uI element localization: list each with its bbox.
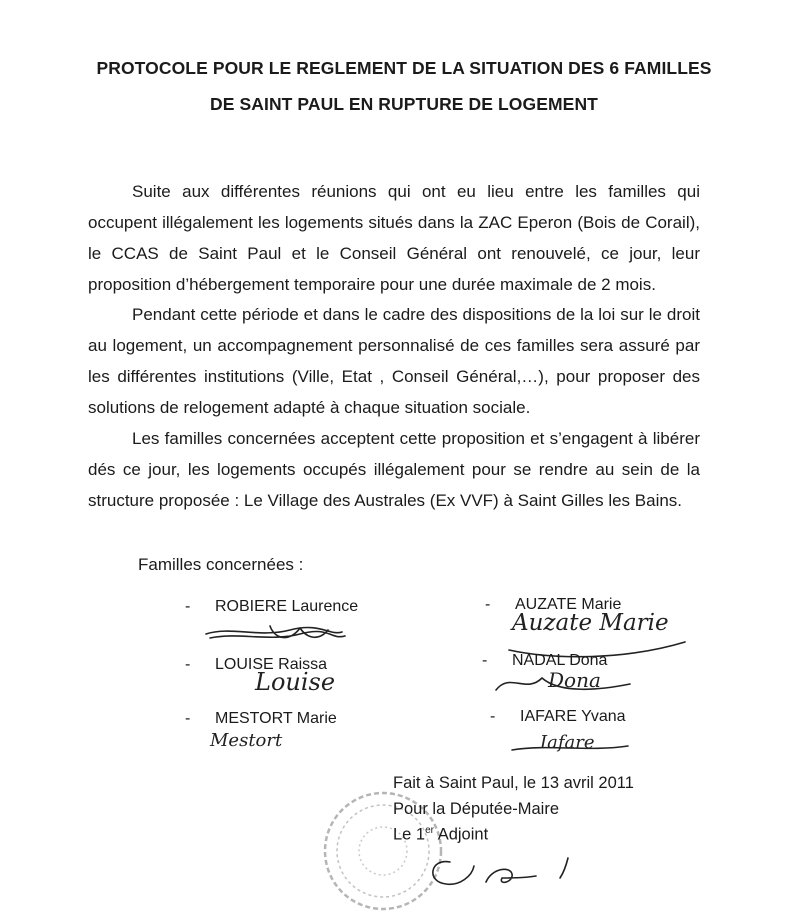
family-mestort bbox=[185, 710, 337, 728]
title-line-1: PROTOCOLE POUR LE REGLEMENT DE LA SITUATION DES 6 FAMILLES bbox=[96, 58, 712, 78]
signature-iafare: Iafare bbox=[540, 732, 595, 753]
signature-iafare-stroke bbox=[508, 730, 638, 760]
list-dash: - bbox=[185, 710, 191, 727]
list-dash: - bbox=[485, 596, 491, 613]
for-mayor-line: Pour la Députée-Maire bbox=[393, 800, 559, 818]
families-label: Familles concernées : bbox=[138, 555, 304, 574]
adjoint-prefix: Le 1 bbox=[393, 825, 426, 844]
family-name: AUZATE Marie bbox=[515, 596, 622, 613]
paragraph-1: Suite aux différentes réunions qui ont eu lieu entre les familles qui occupent illégalement les logements situés dans la ZAC Eperon (Bois de Corail), le CCAS de Saint Paul et le Conseil Général ont renouvelé, ce jour, leur proposition d’hébergement temporaire pour une durée maximale de 2 mois. bbox=[88, 182, 700, 294]
adjoint-superscript: er bbox=[425, 825, 435, 836]
place-date: Fait à Saint Paul, le 13 avril 2011 bbox=[393, 774, 634, 792]
signature-adjoint bbox=[420, 848, 580, 898]
family-name: MESTORT Marie bbox=[215, 710, 337, 727]
signature-robiere bbox=[200, 618, 350, 648]
signature-auzate: Auzate Marie bbox=[512, 610, 669, 636]
adjoint-line bbox=[393, 825, 488, 845]
signature-nadal: Dona bbox=[548, 668, 601, 692]
family-iafare bbox=[490, 708, 626, 726]
list-dash: - bbox=[185, 598, 191, 615]
list-dash: - bbox=[490, 708, 496, 725]
list-dash: - bbox=[185, 656, 191, 673]
signature-nadal-stroke bbox=[490, 664, 640, 698]
family-name: LOUISE Raissa bbox=[215, 656, 328, 673]
signature-louise: Louise bbox=[255, 668, 336, 696]
family-name: ROBIERE Laurence bbox=[215, 598, 359, 615]
family-name: NADAL Dona bbox=[512, 652, 608, 669]
family-name: IAFARE Yvana bbox=[520, 708, 626, 725]
adjoint-suffix: Adjoint bbox=[434, 825, 489, 844]
family-robiere bbox=[185, 598, 358, 616]
signature-mestort: Mestort bbox=[210, 730, 283, 751]
title-line-2: DE SAINT PAUL EN RUPTURE DE LOGEMENT bbox=[210, 94, 598, 114]
paragraph-2: Pendant cette période et dans le cadre des dispositions de la loi sur le droit au logement, un accompagnement personnalisé de ces familles sera assuré par les différentes institutions (Ville, Etat , Conseil Général,…), pour proposer des solutions de relogement adapté à chaque situation sociale. bbox=[88, 305, 700, 417]
paragraph-3: Les familles concernées acceptent cette proposition et s’engagent à libérer dés ce jour, les logements occupés illégalement pour se rendre au sein de la structure proposée : Le Village des Australes (Ex VVF) à Saint Gilles les Bains. bbox=[88, 429, 700, 510]
list-dash: - bbox=[482, 652, 488, 669]
